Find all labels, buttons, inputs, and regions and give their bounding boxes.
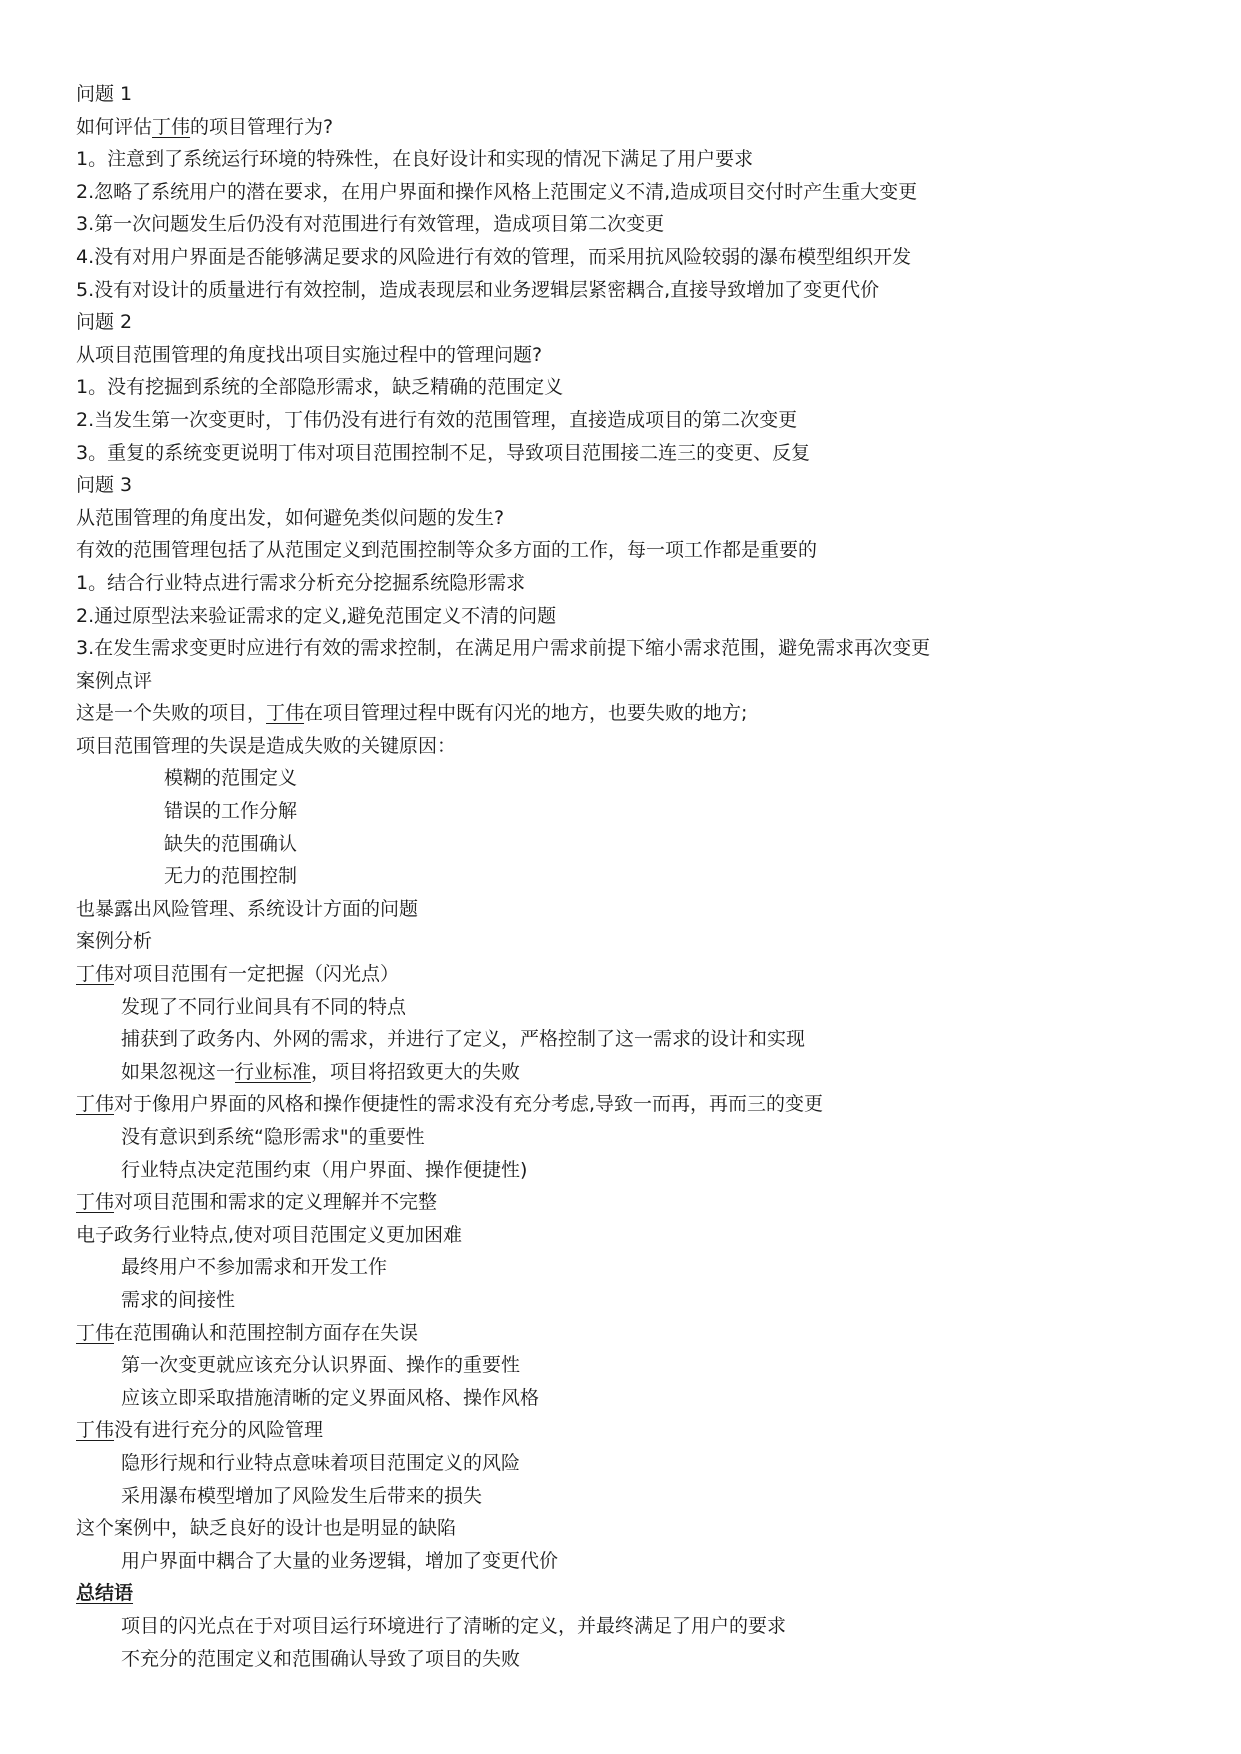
underlined-text: 丁伟 [152, 115, 191, 138]
text-line: 隐形行规和行业特点意味着项目范围定义的风险 [121, 1451, 521, 1474]
text-segment: 这是一个失败的项目， [76, 702, 267, 725]
text-line: 无力的范围控制 [164, 865, 298, 888]
text-segment: 的项目管理行为? [190, 115, 334, 138]
text-line: 行业特点决定范围约束（用户界面、操作便捷性) [121, 1158, 528, 1181]
text-line: 2.当发生第一次变更时，丁伟仍没有进行有效的范围管理，直接造成项目的第二次变更 [76, 408, 798, 431]
underlined-text: 总结语 [76, 1582, 134, 1605]
text-line: 不充分的范围定义和范围确认导致了项目的失败 [121, 1647, 521, 1670]
underlined-text: 丁伟 [76, 1093, 115, 1116]
text-segment: 如何评估 [76, 115, 153, 138]
text-line [76, 1577, 1196, 1610]
text-line: 案例点评 [76, 669, 153, 692]
text-line [76, 958, 1196, 991]
text-line: 捕获到了政务内、外网的需求，并进行了定义，严格控制了这一需求的设计和实现 [121, 1028, 806, 1051]
text-line: 用户界面中耦合了大量的业务逻辑，增加了变更代价 [121, 1549, 559, 1572]
underlined-text: 丁伟 [76, 1321, 115, 1344]
text-line: 4.没有对用户界面是否能够满足要求的风险进行有效的管理，而采用抗风险较弱的瀑布模型组织开发 [76, 245, 912, 268]
text-segment: 没有进行充分的风险管理 [114, 1419, 324, 1442]
text-segment: 在项目管理过程中既有闪光的地方，也要失败的地方; [304, 702, 748, 725]
text-line: 案例分析 [76, 930, 153, 953]
text-line: 也暴露出风险管理、系统设计方面的问题 [76, 897, 419, 920]
underlined-text: 丁伟 [76, 1191, 115, 1214]
text-line: 应该立即采取措施清晰的定义界面风格、操作风格 [121, 1386, 540, 1409]
text-line: 从项目范围管理的角度找出项目实施过程中的管理问题? [76, 343, 543, 366]
text-line [76, 697, 1196, 730]
text-line: 需求的间接性 [121, 1288, 236, 1311]
text-line: 3.在发生需求变更时应进行有效的需求控制，在满足用户需求前提下缩小需求范围，避免需求再次变更 [76, 637, 931, 660]
underlined-text: 行业标准 [235, 1060, 312, 1083]
text-segment: ，项目将招致更大的失败 [311, 1060, 521, 1083]
text-line: 发现了不同行业间具有不同的特点 [121, 995, 407, 1018]
text-line [76, 111, 1196, 144]
text-line [76, 1186, 1196, 1219]
text-line: 最终用户不参加需求和开发工作 [121, 1256, 388, 1279]
text-line: 问题 1 [76, 83, 133, 105]
text-line: 没有意识到系统“隐形需求"的重要性 [121, 1126, 425, 1148]
text-line: 3。重复的系统变更说明丁伟对项目范围控制不足，导致项目范围接二连三的变更、反复 [76, 441, 811, 464]
text-segment: 对于像用户界面的风格和操作便捷性的需求没有充分考虑,导致一而再，再而三的变更 [114, 1093, 824, 1116]
underlined-text: 丁伟 [76, 963, 115, 986]
text-line: 3.第一次问题发生后仍没有对范围进行有效管理，造成项目第二次变更 [76, 213, 665, 236]
text-line: 2.忽略了系统用户的潜在要求，在用户界面和操作风格上范围定义不清,造成项目交付时产生重大变更 [76, 180, 918, 203]
text-segment: 在范围确认和范围控制方面存在失误 [114, 1321, 419, 1344]
text-line: 5.没有对设计的质量进行有效控制，造成表现层和业务逻辑层紧密耦合,直接导致增加了变更代价 [76, 278, 880, 301]
text-line: 缺失的范围确认 [164, 832, 298, 855]
text-line: 采用瀑布模型增加了风险发生后带来的损失 [121, 1484, 483, 1507]
text-segment: 对项目范围和需求的定义理解并不完整 [114, 1191, 438, 1214]
text-line: 错误的工作分解 [164, 800, 298, 823]
text-line: 第一次变更就应该充分认识界面、操作的重要性 [121, 1354, 521, 1377]
text-line: 项目的闪光点在于对项目运行环境进行了清晰的定义，并最终满足了用户的要求 [121, 1614, 787, 1637]
text-segment: 如果忽视这一 [121, 1060, 236, 1083]
text-line: 这个案例中，缺乏良好的设计也是明显的缺陷 [76, 1517, 457, 1540]
text-line: 2.通过原型法来验证需求的定义,避免范围定义不清的问题 [76, 604, 557, 627]
text-line: 项目范围管理的失误是造成失败的关键原因： [76, 734, 457, 757]
text-segment: 对项目范围有一定把握（闪光点） [114, 963, 400, 986]
text-line: 1。注意到了系统运行环境的特殊性，在良好设计和实现的情况下满足了用户要求 [76, 148, 754, 171]
document-body [76, 78, 1196, 1675]
text-line [76, 1056, 1196, 1089]
text-line: 1。结合行业特点进行需求分析充分挖掘系统隐形需求 [76, 571, 526, 594]
text-line: 问题 3 [76, 474, 133, 497]
text-line: 问题 2 [76, 311, 133, 334]
text-line: 电子政务行业特点,使对项目范围定义更加困难 [76, 1223, 463, 1246]
underlined-text: 丁伟 [76, 1419, 115, 1442]
text-line [76, 1317, 1196, 1350]
text-line: 有效的范围管理包括了从范围定义到范围控制等众多方面的工作，每一项工作都是重要的 [76, 539, 818, 562]
text-line: 模糊的范围定义 [164, 767, 298, 790]
text-line: 1。没有挖掘到系统的全部隐形需求，缺乏精确的范围定义 [76, 376, 564, 399]
text-line [76, 1414, 1196, 1447]
text-line: 从范围管理的角度出发，如何避免类似问题的发生? [76, 506, 505, 529]
text-line [76, 1088, 1196, 1121]
underlined-text: 丁伟 [266, 702, 305, 725]
